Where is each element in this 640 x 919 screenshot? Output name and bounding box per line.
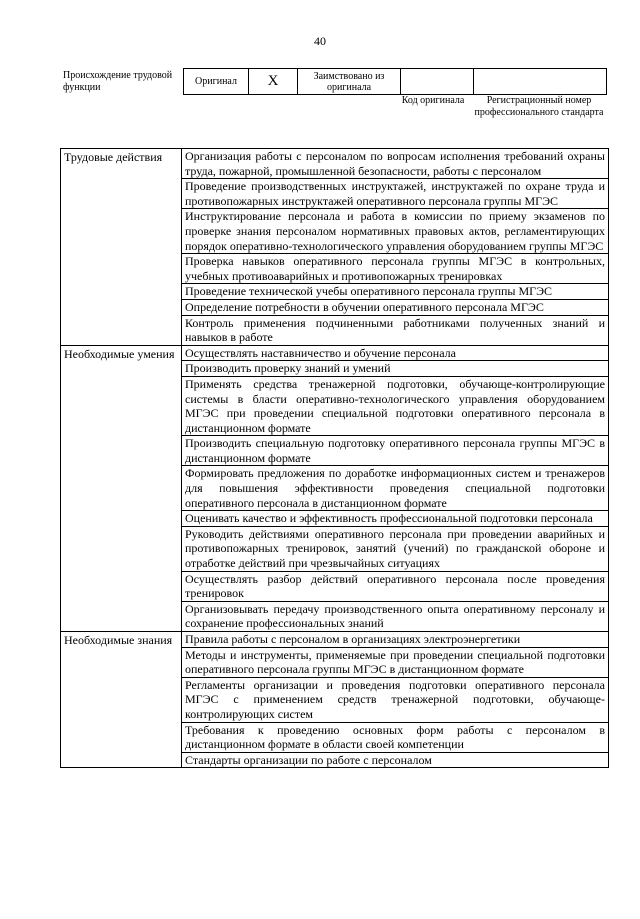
required-skills-label: Необходимые умения: [61, 345, 182, 631]
table-cell-item: Осуществлять разбор действий оперативного персонала после проведения тренировок: [182, 571, 609, 601]
table-cell-item: Инструктирование персонала и работа в комиссии по приему экзаменов по проверке знания персоналом нормативных правовых актов, регламентирующих порядок оперативно-технологического управления оборудованием группы МГЭС: [182, 209, 609, 254]
page-number: 40: [314, 34, 326, 48]
table-cell-item: Регламенты организации и проведения подготовки оперативного персонала МГЭС с применением средств тренажерной подготовки, обучающе-контролирующих систем: [182, 677, 609, 722]
table-cell-item: Проверка навыков оперативного персонала группы МГЭС в контрольных, учебных противоаварийных и противопожарных тренировках: [182, 254, 609, 284]
table-cell-item: Организовывать передачу производственного опыта оперативному персоналу и сохранение профессиональных знаний: [182, 601, 609, 631]
table-cell-item: Проведение производственных инструктажей, инструктажей по охране труда и противопожарных инструктажей оперативного персонала группы МГЭС: [182, 179, 609, 209]
code-cell: [401, 69, 474, 95]
origin-table: [183, 68, 607, 95]
table-cell-item: Определение потребности в обучении оперативного персонала МГЭС: [182, 299, 609, 315]
table-cell-item: Контроль применения подчиненными работниками полученных знаний и навыков в работе: [182, 315, 609, 345]
table-row: [61, 632, 609, 648]
table-cell-item: Организация работы с персоналом по вопросам исполнения требований охраны труда, пожарной, промышленной безопасности, работы с персоналом: [182, 149, 609, 179]
table-cell-item: Правила работы с персоналом в организациях электроэнергетики: [182, 632, 609, 648]
code-caption: Код оригинала: [401, 95, 465, 106]
registration-cell: [474, 69, 607, 95]
registration-caption: Регистрационный номер профессионального стандарта: [474, 95, 604, 118]
table-row: [61, 149, 609, 179]
labor-function-table: [60, 148, 609, 768]
table-cell-item: Производить проверку знаний и умений: [182, 361, 609, 377]
labor-actions-label: Трудовые действия: [61, 149, 182, 346]
table-row: [61, 345, 609, 361]
table-cell-item: Формировать предложения по доработке информационных систем и тренажеров для повышения эффективности проведения специальной подготовки оперативного персонала в дистанционном формате: [182, 466, 609, 511]
table-cell-item: Производить специальную подготовку оперативного персонала группы МГЭС в дистанционном формате: [182, 436, 609, 466]
borrowed-cell: Заимствовано из оригинала: [298, 69, 401, 95]
table-cell-item: Стандарты организации по работе с персоналом: [182, 752, 609, 768]
table-cell-item: Применять средства тренажерной подготовки, обучающе-контролирующие системы в бласти оперативно-технологического управления оборудованием МГЭС при проведении специальной подготовки оперативного персонала в дистанционном формате: [182, 376, 609, 435]
original-mark: X: [249, 69, 298, 95]
required-knowledge-label: Необходимые знания: [61, 632, 182, 768]
origin-label: Происхождение трудовой функции: [63, 70, 173, 93]
original-cell: Оригинал: [184, 69, 249, 95]
table-cell-item: Методы и инструменты, применяемые при проведении специальной подготовки оперативного персонала группы МГЭС в дистанционном формате: [182, 647, 609, 677]
table-cell-item: Руководить действиями оперативного персонала при проведении аварийных и противопожарных тренировок, занятий (учений) по гражданской обороне и отработке действий при чрезвычайных ситуациях: [182, 526, 609, 571]
table-cell-item: Требования к проведению основных форм работы с персоналом в дистанционном формате в области своей компетенции: [182, 722, 609, 752]
table-cell-item: Осуществлять наставничество и обучение персонала: [182, 345, 609, 361]
table-cell-item: Проведение технической учебы оперативного персонала группы МГЭС: [182, 284, 609, 300]
table-cell-item: Оценивать качество и эффективность профессиональной подготовки персонала: [182, 511, 609, 527]
